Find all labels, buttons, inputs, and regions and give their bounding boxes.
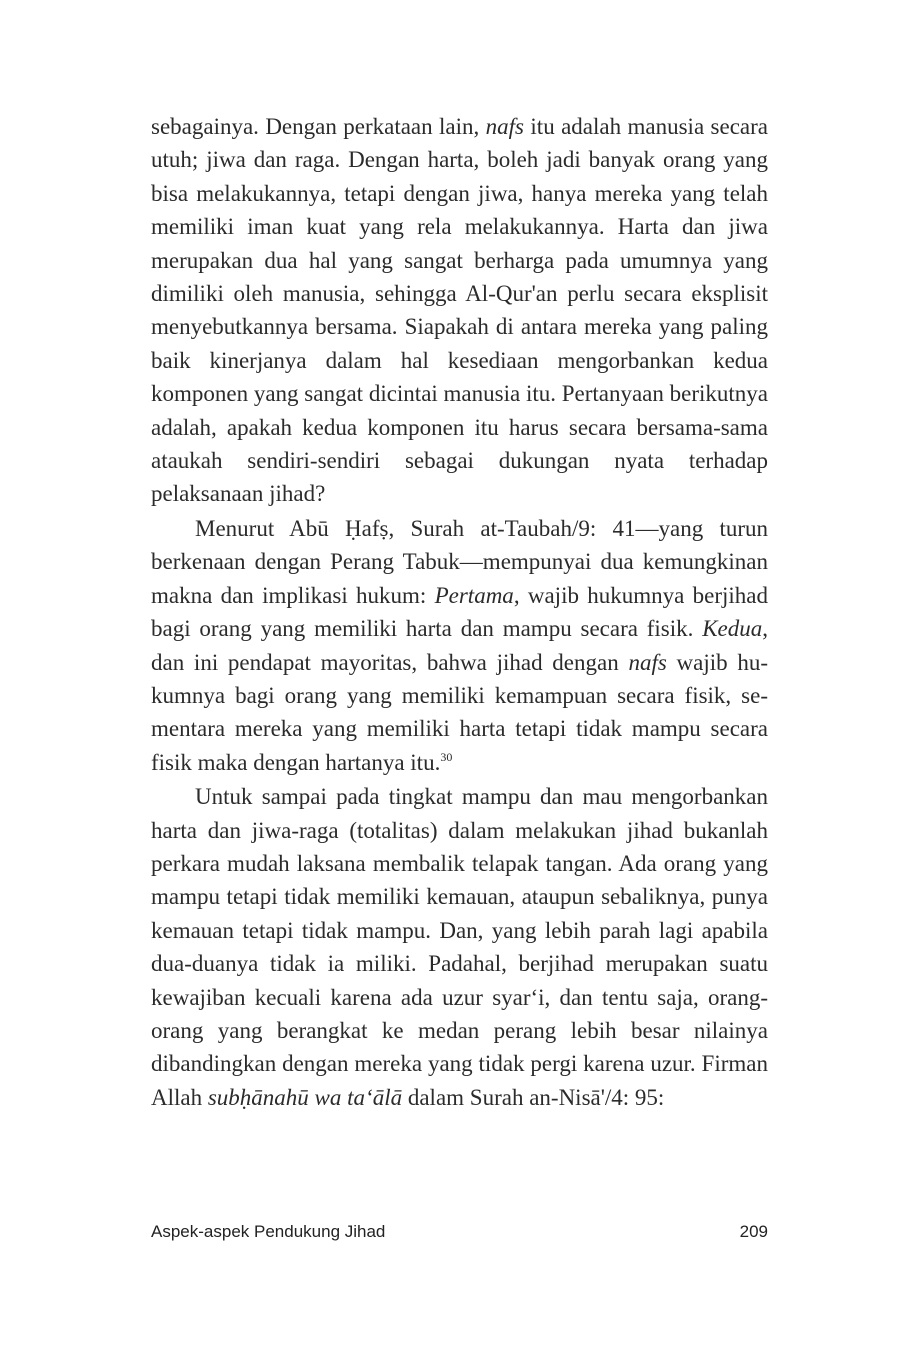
italic-term: nafs <box>485 114 525 139</box>
text-run: itu adalah manusia secara utuh; jiwa dan raga. Dengan harta, boleh jadi banyak orang yang bisa melakukannya, tetapi dengan jiwa, hanya mereka yang telah memiliki iman kuat yang rela melakukannya. Harta dan jiwa merupakan dua hal yang sangat berharga pada umumnya yang dimiliki oleh manusia, sehingga Al-Qur'an perlu secara eksplisit menyebutkannya bersama. Siapakah di antara mereka yang paling baik kinerjanya dalam hal kesediaan mengorbankan kedua komponen yang sangat dicintai manusia itu. Pertanyaan berikutnya adalah, apakah kedua komponen itu harus secara bersama-sama ataukah sendiri-sendiri sebagai dukungan nyata terhadap pelaksanaan jihad? <box>151 114 769 507</box>
text-run: dalam Surah an-Nisā'/4: 95: <box>402 1084 665 1110</box>
italic-term: subḥānahū wa ta‘ālā <box>207 1084 403 1110</box>
paragraph <box>151 512 768 779</box>
italic-term: Kedua <box>702 616 763 642</box>
page-body <box>151 110 768 1114</box>
text-run: wajib hukumnya bagi orang yang memiliki kemampuan secara fisik, sementara mereka yang memiliki harta tetapi tidak mampu secara fisik maka dengan hartanya itu. <box>151 649 768 775</box>
text-run: , dan ini pendapat mayoritas, bahwa jihad dengan <box>151 616 768 675</box>
paragraph <box>151 780 768 1114</box>
text-run: Untuk sampai pada tingkat mampu dan mau mengorbankan harta dan jiwa-raga (totalitas) dalam melakukan jihad bukanlah perkara mudah laksana membalik telapak tangan. Ada orang yang mampu tetapi tidak memiliki kemauan, ataupun sebaliknya, punya kemauan tetapi tidak mampu. Dan, yang lebih parah lagi apabila dua-duanya tidak ia miliki. Padahal, berjihad merupakan suatu kewajiban kecuali karena ada uzur syar‘i, dan tentu saja, orang-orang yang berangkat ke medan perang lebih besar nilainya dibandingkan dengan mereka yang tidak pergi karena uzur. Firman Allah <box>151 784 768 1110</box>
text-run: , wajib hukumnya berjihad bagi orang yang memiliki harta dan mampu secara fisik. <box>151 582 769 642</box>
italic-term: Pertama <box>434 582 514 608</box>
page-footer <box>151 1222 768 1242</box>
page-number: 209 <box>739 1222 768 1241</box>
text-run: Menurut Abū Ḥafṣ, Surah at-Taubah/9: 41—yang turun berkenaan dengan Perang Tabuk—mempunyai dua kemungkinan makna dan implikasi hukum: <box>151 515 768 608</box>
italic-term: nafs <box>628 649 667 675</box>
paragraph <box>151 110 768 511</box>
text-run: sebagainya. Dengan perkataan lain, <box>151 114 486 139</box>
running-title: Aspek-aspek Pendukung Jihad <box>151 1222 386 1241</box>
footnote-ref: 30 <box>440 749 453 764</box>
